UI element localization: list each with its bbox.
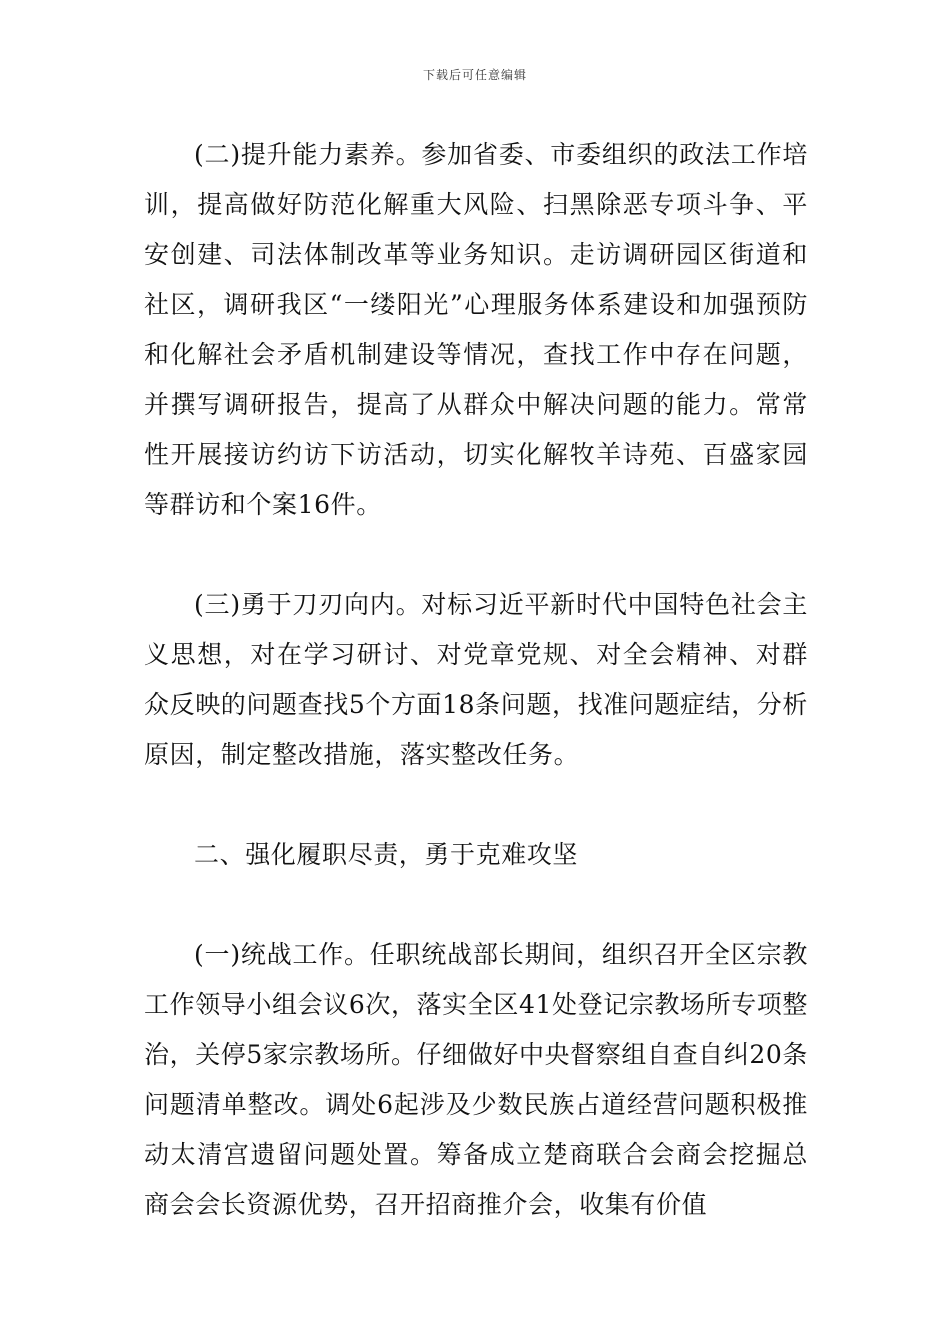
paragraph-self-inspection: (三)勇于刀刃向内。对标习近平新时代中国特色社会主义思想，对在学习研讨、对党章党规、对全会精神、对群众反映的问题查找5个方面18条问题，找准问题症结，分析原因，制定整改措施，落实整改任务。: [144, 590, 808, 769]
document-body: [144, 130, 808, 1230]
paragraph-united-front: (一)统战工作。任职统战部长期间，组织召开全区宗教工作领导小组会议6次，落实全区41处登记宗教场所专项整治，关停5家宗教场所。仔细做好中央督察组自查自纠20条问题清单整改。调处6起涉及少数民族占道经营问题积极推动太清宫遗留问题处置。筹备成立楚商联合会商会挖掘总商会会长资源优势，召开招商推介会，收集有价值: [144, 940, 808, 1219]
paragraph-spacer: [144, 880, 808, 930]
section-heading: 二、强化履职尽责，勇于克难攻坚: [194, 840, 579, 869]
paragraph-spacer: [144, 530, 808, 580]
page-header-note: 下载后可任意编辑: [422, 68, 527, 82]
paragraph-spacer: [144, 780, 808, 830]
paragraph-capability: (二)提升能力素养。参加省委、市委组织的政法工作培训，提高做好防范化解重大风险、扫黑除恶专项斗争、平安创建、司法体制改革等业务知识。走访调研园区街道和社区，调研我区“一缕阳光”心理服务体系建设和加强预防和化解社会矛盾机制建设等情况，查找工作中存在问题，并撰写调研报告，提高了从群众中解决问题的能力。常常性开展接访约访下访活动，切实化解牧羊诗苑、百盛家园等群访和个案16件。: [144, 140, 808, 519]
